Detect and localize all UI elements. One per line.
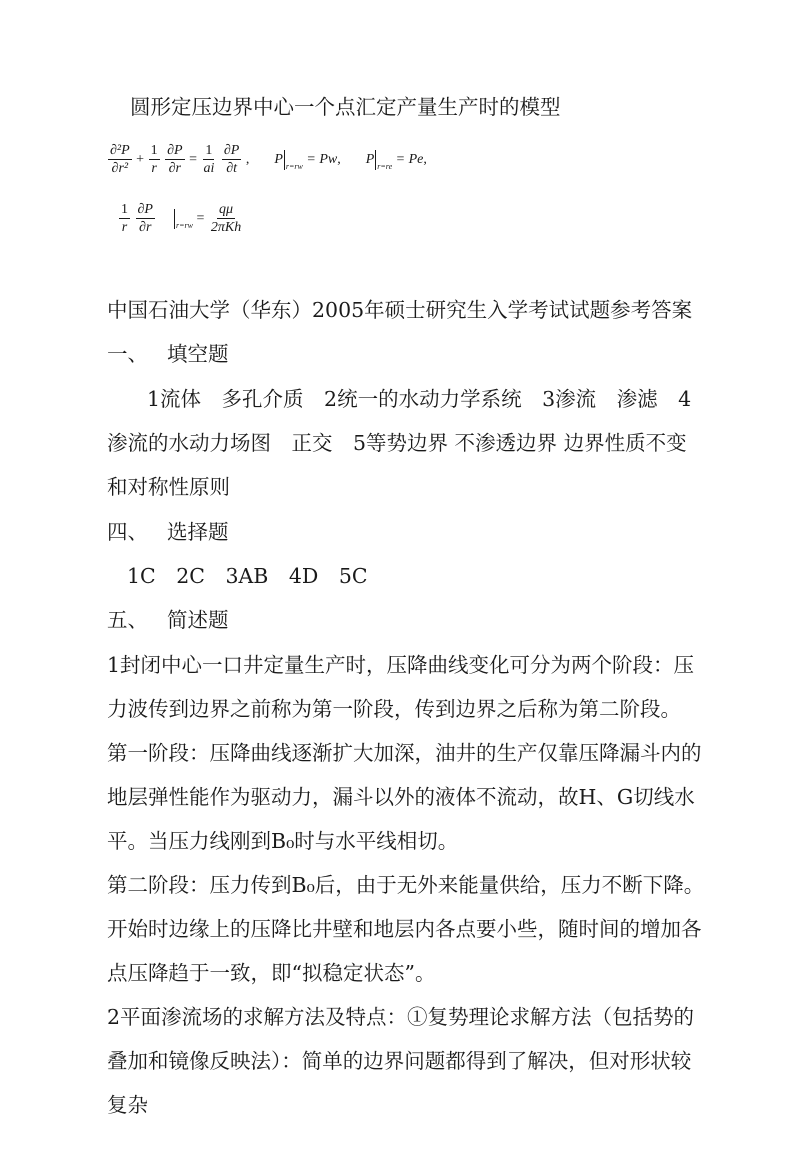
frac-dp-dt: $\frac{\partial P}{\partial t}$ — [223, 143, 240, 177]
bc1-rhs: = Pw — [306, 152, 338, 168]
paragraph-2: 第一阶段：压降曲线逐渐扩大加深，油井的生产仅靠压降漏斗内的地层弹性能作为驱动力，漏斗以外的液体不流动，故H、G切线水平。当压力线刚到B₀时与水平线相切。 — [107, 741, 702, 853]
frac-1-r: $\frac{1}{r}$ — [121, 202, 128, 236]
frac-q-mu: $\frac{q\mu}{\text{2πKh}}$ — [210, 202, 242, 236]
frac-1-ai: $\frac{1}{ai}$ — [203, 143, 215, 177]
equation-pde: $\frac{\text{∂²P}}{\text{∂r²}}$ + $\frac{1}{r}$ $\frac{\partial P}{\partial r}$ = $\frac{1}{ai}$ $\frac{\partial P}{\partial t}$ , P $_{r=rw}$ = Pw, P $_{r=re}$ = Pe, — [110, 143, 427, 177]
frac-d2p-dr2: $\frac{\text{∂²P}}{\text{∂r²}}$ — [110, 143, 130, 177]
frac-1-r: $\frac{1}{r}$ — [150, 143, 158, 177]
bc1-p: P — [274, 152, 283, 168]
section-heading-short: 五、 简述题 — [107, 608, 229, 632]
equation-inner-boundary: $\frac{1}{r}$ $\frac{\partial P}{\partial r}$ $_{r=rw}$ = $\frac{q\mu}{\text{2πKh}}$ — [121, 202, 242, 236]
answer-title: 中国石油大学（华东）2005年硕士研究生入学考试试题参考答案 — [107, 298, 693, 322]
eval-bar — [174, 209, 175, 229]
frac-dp-dr: $\frac{\partial P}{\partial r}$ — [167, 143, 183, 177]
paragraph-1: 1封闭中心一口井定量生产时，压降曲线变化可分为两个阶段：压力波传到边界之前称为第一阶段，传到边界之后称为第二阶段。 — [107, 653, 695, 721]
bc2-p: P — [365, 152, 375, 168]
fill-blank-answers: 1流体 多孔介质 2统一的水动力学系统 3渗流 渗滤 4渗流的水动力场图 正交 5等势边界 不渗透边界 边界性质不变和对称性原则 — [107, 387, 692, 499]
eval-bar — [284, 150, 285, 170]
model-title: 圆形定压边界中心一个点汇定产量生产时的模型 — [130, 95, 561, 119]
paragraph-3: 第二阶段：压力传到B₀后，由于无外来能量供给，压力不断下降。开始时边缘上的压降比井壁和地层内各点要小些，随时间的增加各点压降趋于一致，即“拟稳定状态”。 — [107, 873, 705, 985]
paragraph-4: 2平面渗流场的求解方法及特点：①复势理论求解方法（包括势的叠加和镜像反映法）：简单的边界问题都得到了解决，但对形状较复杂 — [107, 1005, 695, 1117]
section-heading-choice: 四、 选择题 — [107, 520, 229, 544]
choice-answers: 1C 2C 3AB 4D 5C — [127, 564, 368, 588]
bc2-rhs: = Pe — [395, 152, 424, 168]
section-heading-fill: 一、 填空题 — [107, 342, 229, 366]
frac-dp-dr: $\frac{\partial P}{\partial r}$ — [137, 202, 153, 236]
